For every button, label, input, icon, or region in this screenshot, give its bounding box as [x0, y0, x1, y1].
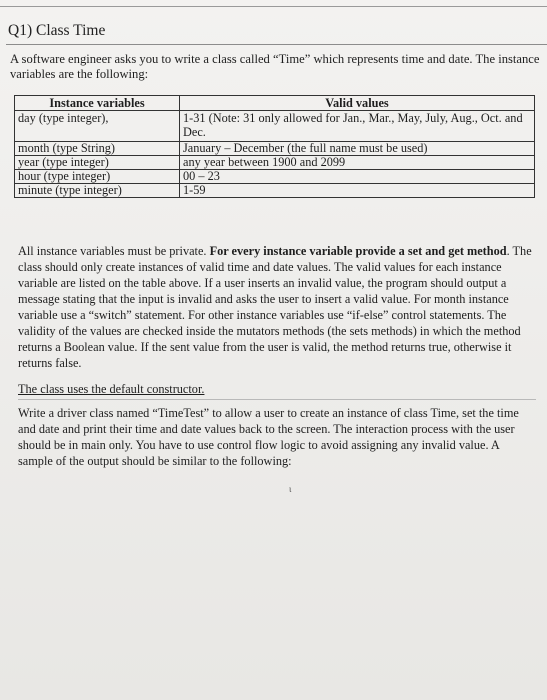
instance-variables-table: [14, 95, 535, 198]
table-cell-variable: hour (type integer): [15, 170, 180, 184]
table-row: [15, 184, 535, 198]
table-cell-valid: 00 – 23: [180, 170, 535, 184]
requirements-text-start: All instance variables must be private.: [18, 244, 210, 258]
stray-mark: ɩ: [289, 484, 292, 494]
top-divider: [0, 6, 547, 7]
table-row: [15, 170, 535, 184]
table-header-valid-values: Valid values: [180, 96, 535, 111]
table-cell-variable: month (type String): [15, 142, 180, 156]
table-cell-valid: 1-59: [180, 184, 535, 198]
section-divider: [18, 399, 536, 400]
table-cell-variable: day (type integer),: [15, 111, 180, 142]
title-divider: [6, 44, 547, 45]
table-cell-valid: January – December (the full name must be used): [180, 142, 535, 156]
table-cell-variable: minute (type integer): [15, 184, 180, 198]
requirements-bold-text: For every instance variable provide a set and get method: [209, 244, 507, 258]
question-title: Q1) Class Time: [8, 22, 106, 39]
driver-class-paragraph: Write a driver class named “TimeTest” to allow a user to create an instance of class Time, set the time and date and print their time and date values back to the screen. The interaction process with the user should be in main only. You have to use control flow logic to avoid assigning any invalid value. A sample of the output should be similar to the following:: [18, 406, 519, 468]
table-cell-valid: 1-31 (Note: 31 only allowed for Jan., Mar., May, July, Aug., Oct. and Dec.: [180, 111, 535, 142]
constructor-note: The class uses the default constructor.: [18, 382, 205, 396]
table-header-variables: Instance variables: [15, 96, 180, 111]
table-header-row: [15, 96, 535, 111]
table-cell-variable: year (type integer): [15, 156, 180, 170]
requirements-text-rest: . The class should only create instances of valid time and date values. The valid values for each instance variable are listed on the table above. If a user inserts an invalid value, the program should output a message stating that the input is invalid and asks the user to insert a valid value. For month instance variable use a “switch” statement. For other instance variables use “if-else” control statements. The validity of the values are checked inside the mutators methods (the sets methods) in which the method returns a Boolean value. If the sent value from the user is valid, the method returns true, otherwise it returns false.: [18, 244, 532, 370]
table-row: [15, 142, 535, 156]
table-cell-valid: any year between 1900 and 2099: [180, 156, 535, 170]
intro-paragraph: A software engineer asks you to write a class called “Time” which represents time and date. The instance variables are the following:: [10, 52, 540, 81]
table-row: [15, 156, 535, 170]
table-row: [15, 111, 535, 142]
requirements-paragraph: [18, 243, 536, 371]
